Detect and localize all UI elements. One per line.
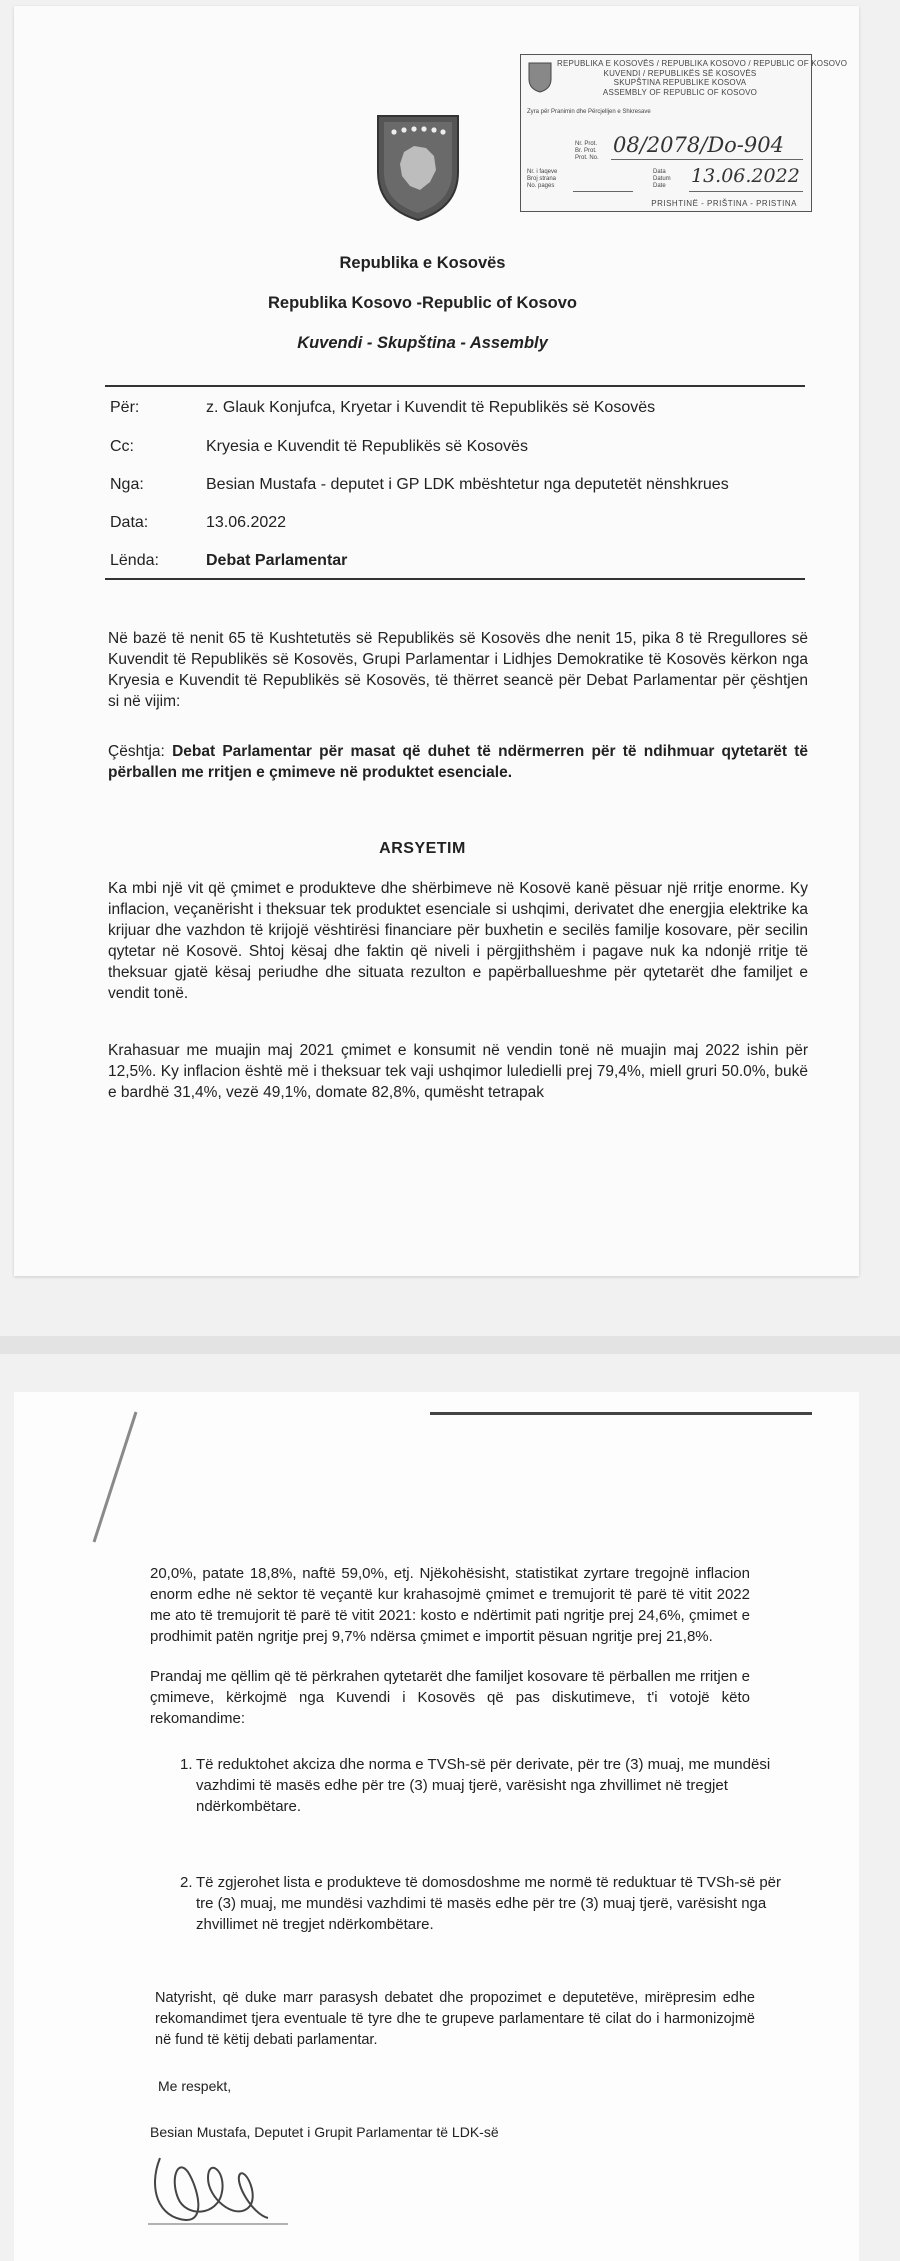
stamp-label: Broj strana — [527, 176, 557, 182]
stamp-label: Nr. Prot. — [575, 141, 598, 147]
stamp-label: Prot. No. — [575, 155, 599, 161]
stamp-header — [557, 59, 848, 97]
reasoning-paragraph-2: Krahasuar me muajin maj 2021 çmimet e konsumit në vendin tonë në muajin maj 2022 ishin për 12,5%. Ky inflacion është më i theksuar tek vaji ushqimor luledielli prej 79,4%, miell gruri 50.0%, bukë e bardhë 31,4%, vezë 49,1%, domate 82,8%, qumësht tetrapak — [108, 1042, 808, 1101]
recommendation-item — [180, 1754, 786, 1817]
stamp-number-labels — [575, 141, 599, 162]
recommendation-number: 1. — [180, 1756, 193, 1773]
stamp-label: Date — [653, 183, 666, 189]
kosovo-emblem-icon — [374, 112, 462, 224]
stamp-label: Datum — [653, 176, 671, 182]
meta-value-date: 13.06.2022 — [206, 514, 287, 531]
page-separator — [0, 1336, 900, 1354]
meta-label-subject: Lënda: — [110, 552, 159, 569]
header-republic-multilingual: Republika Kosovo -Republic of Kosovo — [268, 294, 577, 312]
stamp-header-line: SKUPŠTINA REPUBLIKE KOSOVA — [613, 78, 747, 87]
header-rule — [105, 385, 805, 387]
stamp-header-line: REPUBLIKA E KOSOVËS / REPUBLIKA KOSOVO / REPUBLIC OF KOSOVO — [557, 59, 848, 68]
meta-label-to: Për: — [110, 399, 140, 416]
stamp-emblem-icon — [527, 61, 553, 93]
stamp-city: PRISHTINË - PRIŠTINA - PRISTINA — [651, 199, 797, 208]
meta-value-subject: Debat Parlamentar — [206, 552, 348, 569]
closing-paragraph: Natyrisht, që duke marr parasysh debatet dhe propozimet e deputetëve, mirëpresim edhe rekomandimet tjera eventuale të tyre dhe te grupeve parlamentare të cilat do i harmonizojmë në fund të këtij debati parlamentar. — [155, 1990, 755, 2048]
recommendation-text: Të zgjerohet lista e produkteve të domosdoshme me normë të reduktuar të TVSh-së për tre (3) muaj, me mundësi vazhdimi të masës edhe për tre (3) muaj tjerë, varësisht nga zhvillimet në tregjet ndërkombëtare. — [196, 1874, 782, 1933]
meta-value-from: Besian Mustafa - deputet i GP LDK mbështetur nga deputetët nënshkrues — [206, 476, 729, 493]
closing-salutation: Me respekt, — [158, 2078, 232, 2094]
signature-icon — [148, 2128, 298, 2228]
meta-label-date: Data: — [110, 514, 149, 531]
reasoning-paragraph-3: 20,0%, patate 18,8%, naftë 59,0%, etj. Njëkohësisht, statistikat zyrtare tregojnë inflacion enorm edhe në sektor të veçantë kur krahasojmë çmimet e tremujorit të parë të vitit 2022 me ato të tremujorit të parë të vitit 2021: kosto e ndërtimit pati ngritje prej 24,6%, çmimet e prodhimit patën ngritje prej 9,7% ndërsa çmimet e importit pësuan ngritje prej 21,8%. — [150, 1565, 750, 1645]
stamp-protocol-number: 08/2078/Do-904 — [613, 133, 784, 157]
stamp-header-line: ASSEMBLY OF REPUBLIC OF KOSOVO — [602, 87, 758, 97]
registry-stamp — [520, 54, 848, 212]
stamp-label: Data — [653, 169, 666, 175]
page-fold-shadow — [92, 1412, 138, 1542]
reasoning-paragraph-1: Ka mbi një vit që çmimet e produkteve dhe shërbimeve në Kosovë kanë pësuar një rritje enorme. Ky inflacion, veçanërisht i theksuar tek produktet esenciale si ushqimi, derivatet dhe energjia elektrike ka krijuar dhe vazhdon të krijojë vështirësi financiare për buxhetin e secilës familje kosovare, për secilin qytetar në Kosovë. Shtoj kësaj dhe faktin që niveli i përgjithshëm i pagave nuk ka ndonjë rritje të theksuar gjatë kësaj periudhe dhe situata rezulton e papërballueshme për qytetarët dhe familjet e vendit tonë. — [108, 880, 808, 1002]
meta-value-cc: Kryesia e Kuvendit të Republikës së Kosovës — [206, 438, 528, 455]
meta-value-to: z. Glauk Konjufca, Kryetar i Kuvendit të Republikës së Kosovës — [206, 399, 656, 416]
meta-rule — [105, 578, 805, 580]
section-heading: ARSYETIM — [379, 840, 466, 857]
stamp-label: Br. Prot. — [575, 148, 597, 154]
meta-label-from: Nga: — [110, 476, 144, 493]
signatory-line: Besian Mustafa, Deputet i Grupit Parlamentar të LDK-së — [150, 2124, 499, 2140]
header-assembly: Kuvendi - Skupština - Assembly — [297, 334, 548, 352]
stamp-date-labels — [653, 169, 671, 190]
recommendation-item — [180, 1872, 786, 1935]
recommendation-text: Të reduktohet akciza dhe norma e TVSh-së për derivate, për tre (3) muaj, me mundësi vazhdimi të masës edhe për tre (3) muaj tjerë, varësisht nga zhvillimet në tregjet ndërkombëtare. — [196, 1756, 771, 1815]
page-top-rule — [430, 1412, 812, 1415]
stamp-office-line: Zyra për Pranimin dhe Përcjelljen e Shkresave — [527, 109, 651, 115]
issue-text: Debat Parlamentar për masat që duhet të ndërmerren për të ndihmuar qytetarët të përballen me rritjen e çmimeve në produktet esenciale. — [108, 743, 808, 781]
issue-paragraph — [108, 741, 808, 783]
recommendation-number: 2. — [180, 1874, 193, 1891]
stamp-label: Nr. i faqeve — [527, 169, 558, 175]
intro-paragraph: Në bazë të nenit 65 të Kushtetutës së Republikës së Kosovës dhe nenit 15, pika 8 të Rregullores së Kuvendit të Republikës së Kosovës, Grupi Parlamentar i Lidhjes Demokratike të Kosovës kërkon nga Kryesia e Kuvendit të Republikës së Kosovës, të thërret seancë për Debat Parlamentar për çështjen si në vijim: — [108, 630, 808, 710]
header-republic: Republika e Kosovës — [339, 254, 506, 272]
stamp-pages-labels — [527, 169, 557, 190]
stamp-date: 13.06.2022 — [691, 165, 800, 187]
stamp-label: No. pages — [527, 183, 555, 189]
issue-label: Çështja: — [108, 743, 165, 760]
meta-label-cc: Cc: — [110, 438, 134, 455]
recommendation-intro: Prandaj me qëllim që të përkrahen qytetarët dhe familjet kosovare të përballen me rritjen e çmimeve, kërkojmë nga Kuvendi i Kosovës që pas diskutimeve, t'i votojë këto rekomandime: — [150, 1668, 750, 1727]
stamp-header-line: KUVENDI / REPUBLIKËS SË KOSOVËS — [603, 68, 757, 78]
